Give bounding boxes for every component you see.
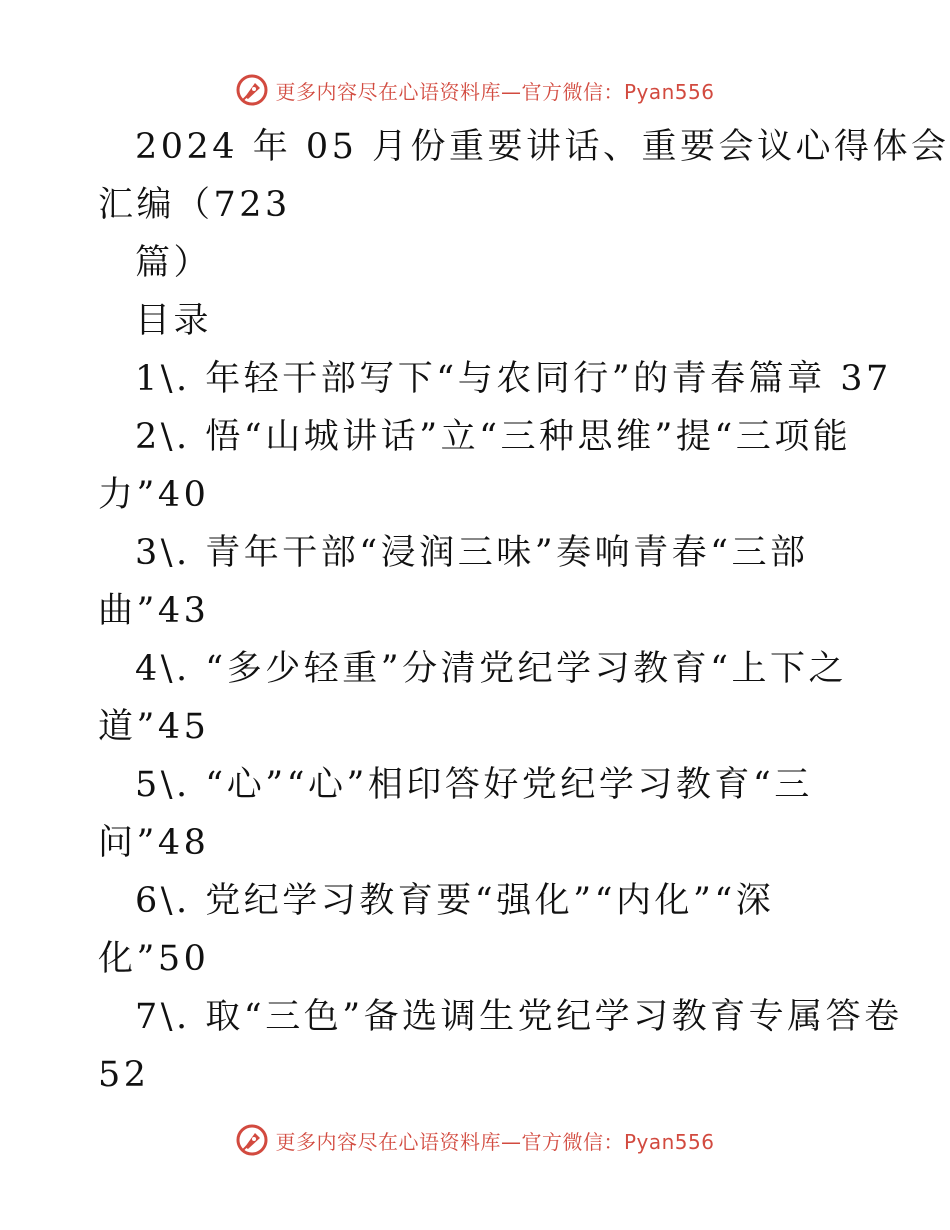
watermark-text: 更多内容尽在心语资料库—官方微信：Pyan556 bbox=[275, 1129, 715, 1154]
toc-item-3-continued: 曲”43 bbox=[98, 591, 210, 631]
toc-item-3: 3\. 青年干部“浸润三味”奏响青春“三部 bbox=[135, 533, 809, 573]
watermark-group bbox=[235, 73, 714, 107]
document-title-line-2: 汇编（723 bbox=[98, 185, 291, 225]
watermark-text: 更多内容尽在心语资料库—官方微信：Pyan556 bbox=[275, 79, 715, 104]
toc-item-2: 2\. 悟“山城讲话”立“三种思维”提“三项能 bbox=[135, 417, 852, 457]
toc-item-6-continued: 化”50 bbox=[98, 939, 210, 979]
header-watermark bbox=[0, 70, 950, 110]
toc-heading: 目录 bbox=[135, 301, 213, 341]
fountain-pen-nib-icon bbox=[235, 1123, 269, 1157]
toc-item-7: 7\. 取“三色”备选调生党纪学习教育专属答卷 bbox=[135, 997, 903, 1037]
fountain-pen-nib-icon bbox=[235, 73, 269, 107]
toc-item-5-continued: 问”48 bbox=[98, 823, 210, 863]
toc-item-1: 1\. 年轻干部写下“与农同行”的青春篇章 37 bbox=[135, 359, 892, 399]
document-title-line-3: 篇） bbox=[135, 243, 213, 283]
watermark-group bbox=[235, 1123, 714, 1157]
toc-item-4: 4\. “多少轻重”分清党纪学习教育“上下之 bbox=[135, 649, 847, 689]
toc-item-5: 5\. “心”“心”相印答好党纪学习教育“三 bbox=[135, 765, 813, 805]
toc-item-7-continued: 52 bbox=[98, 1055, 150, 1095]
document-title-line-1: 2024 年 05 月份重要讲话、重要会议心得体会 bbox=[135, 127, 950, 167]
footer-watermark bbox=[0, 1120, 950, 1160]
toc-item-6: 6\. 党纪学习教育要“强化”“内化”“深 bbox=[135, 881, 775, 921]
toc-item-4-continued: 道”45 bbox=[98, 707, 210, 747]
toc-item-2-continued: 力”40 bbox=[98, 475, 210, 515]
